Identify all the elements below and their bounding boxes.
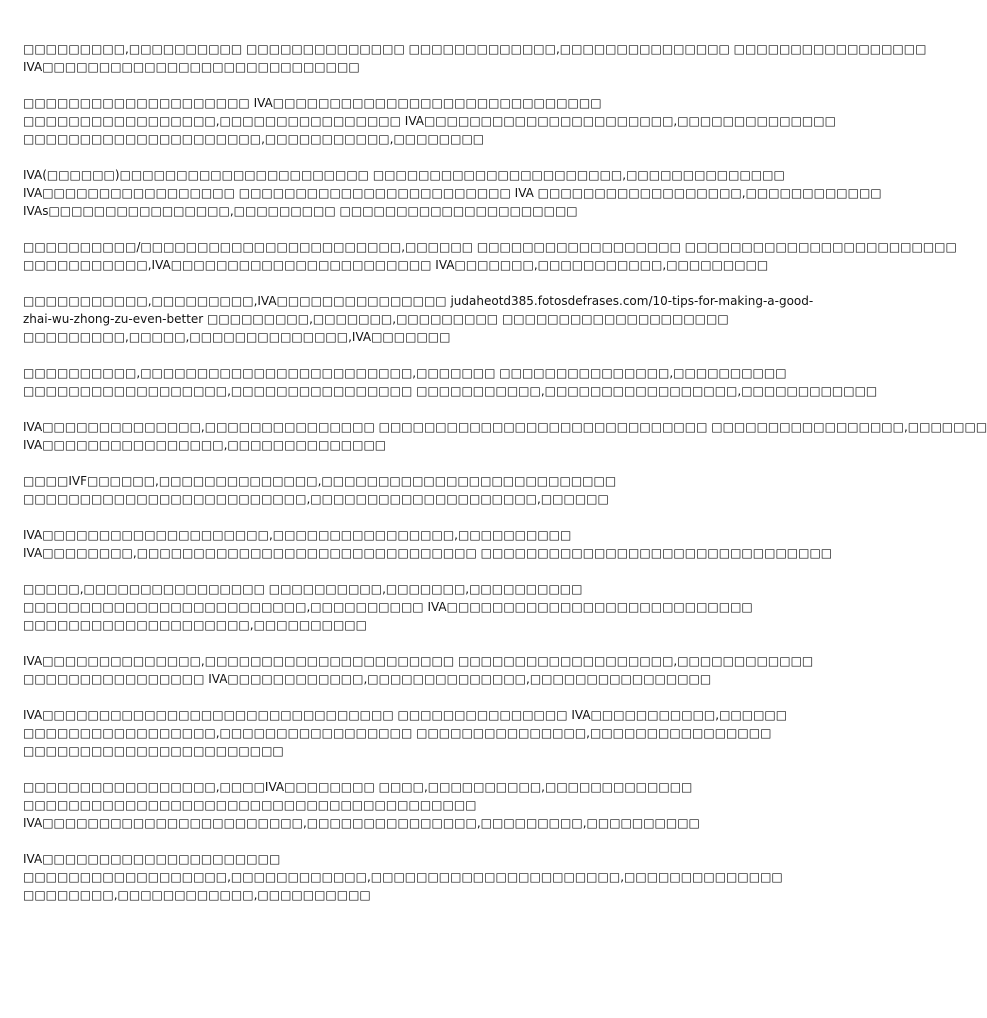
text-line: □□□□□□□□□□□□□□□□□□□□□□□ bbox=[23, 744, 284, 758]
paragraph bbox=[23, 778, 703, 832]
paragraph bbox=[23, 40, 927, 76]
text-line: zhai-wu-zhong-zu-even-better □□□□□□□□□,□□□□□□□,□□□□□□□□□ □□□□□□□□□□□□□□□□□□□□ bbox=[23, 312, 729, 326]
paragraph bbox=[23, 292, 814, 346]
text-line: IVA□□□□□□□□□□□□□□□□,□□□□□□□□□□□□□□ bbox=[23, 438, 387, 452]
text-line: □□□□□□□□□□□□□□□□□□□□,□□□□□□□□□□ bbox=[23, 618, 367, 632]
text-line: IVA□□□□□□□□□□□□□□□□□□□□□ bbox=[23, 852, 281, 866]
text-line: □□□□□□□□□,□□□□□□□□□□ □□□□□□□□□□□□□□ □□□□□□□□□□□□□,□□□□□□□□□□□□□□□ □□□□□□□□□□□□□□□□□ bbox=[23, 42, 927, 56]
text-line: IVA□□□□□□□□□□□□□□□□□□□□□□□□□□□□□□□ □□□□□□□□□□□□□□□ IVA□□□□□□□□□□□,□□□□□□ bbox=[23, 708, 788, 722]
text-line: IVAs□□□□□□□□□□□□□□□□,□□□□□□□□□ □□□□□□□□□□□□□□□□□□□□□ bbox=[23, 204, 578, 218]
text-line: □□□□□□□□□□□□□□□□□□□□□,□□□□□□□□□□□,□□□□□□□□ bbox=[23, 132, 485, 146]
text-line: □□□□□□□□□□□□□□□□ IVA□□□□□□□□□□□□,□□□□□□□□□□□□□□,□□□□□□□□□□□□□□□□ bbox=[23, 672, 712, 686]
text-line: IVA□□□□□□□□□□□□□□□□□□□□□□□,□□□□□□□□□□□□□□□,□□□□□□□□□,□□□□□□□□□□ bbox=[23, 816, 700, 830]
paragraph bbox=[23, 526, 833, 562]
paragraph bbox=[23, 580, 753, 634]
text-line: □□□□□□□□□□□□□□□□□,□□□□□□□□□□□□□□□□□ □□□□□□□□□□□□□□□,□□□□□□□□□□□□□□□□ bbox=[23, 726, 772, 740]
text-line: □□□□IVF□□□□□□,□□□□□□□□□□□□□□,□□□□□□□□□□□□□□□□□□□□□□□□□□ bbox=[23, 474, 617, 488]
paragraph bbox=[23, 418, 987, 454]
paragraph bbox=[23, 472, 703, 508]
text-line: □□□□□,□□□□□□□□□□□□□□□□ □□□□□□□□□□,□□□□□□□,□□□□□□□□□□ bbox=[23, 582, 583, 596]
text-line: IVA□□□□□□□□□□□□□□□□□□□□□□□□□□□□ bbox=[23, 60, 360, 74]
text-line: □□□□□□□□,□□□□□□□□□□□□,□□□□□□□□□□ bbox=[23, 888, 371, 902]
text-line: □□□□□□□□□□□□□□□□□,□□□□IVA□□□□□□□□ □□□□,□□□□□□□□□□,□□□□□□□□□□□□□ bbox=[23, 780, 693, 794]
paragraph bbox=[23, 652, 814, 688]
document-body bbox=[23, 40, 987, 922]
text-line: □□□□□□□□□□□□□□□□□,□□□□□□□□□□□□□□□□ IVA□□□□□□□□□□□□□□□□□□□□□□,□□□□□□□□□□□□□□ bbox=[23, 114, 836, 128]
text-line: □□□□□□□□□□□□□□□□□□□□ IVA□□□□□□□□□□□□□□□□□□□□□□□□□□□□□ bbox=[23, 96, 602, 110]
paragraph bbox=[23, 364, 878, 400]
text-line: IVA□□□□□□□□,□□□□□□□□□□□□□□□□□□□□□□□□□□□□□□ □□□□□□□□□□□□□□□□□□□□□□□□□□□□□□□ bbox=[23, 546, 833, 560]
text-line: □□□□□□□□□□□□□□□□□□□□□□□□□,□□□□□□□□□□ IVA□□□□□□□□□□□□□□□□□□□□□□□□□□□ bbox=[23, 600, 753, 614]
text-line: □□□□□□□□□□□,IVA□□□□□□□□□□□□□□□□□□□□□□□ IVA□□□□□□□,□□□□□□□□□□□,□□□□□□□□□ bbox=[23, 258, 769, 272]
text-line: IVA□□□□□□□□□□□□□□□□□ □□□□□□□□□□□□□□□□□□□□□□□□ IVA □□□□□□□□□□□□□□□□□□,□□□□□□□□□□□□ bbox=[23, 186, 882, 200]
text-line: IVA□□□□□□□□□□□□□□,□□□□□□□□□□□□□□□□□□□□□□ □□□□□□□□□□□□□□□□□□□,□□□□□□□□□□□□ bbox=[23, 654, 814, 668]
text-line: IVA□□□□□□□□□□□□□□,□□□□□□□□□□□□□□□ □□□□□□□□□□□□□□□□□□□□□□□□□□□□□ □□□□□□□□□□□□□□□□□,□□□□□□□ bbox=[23, 420, 987, 434]
text-line: □□□□□□□□□□□□□□□□□□□□□□□□□,□□□□□□□□□□□□□□□□□□□□,□□□□□□ bbox=[23, 492, 609, 506]
paragraph bbox=[23, 94, 836, 148]
text-line: □□□□□□□□□□,□□□□□□□□□□□□□□□□□□□□□□□□,□□□□□□□ □□□□□□□□□□□□□□□,□□□□□□□□□□ bbox=[23, 366, 787, 380]
paragraph bbox=[23, 850, 783, 904]
text-line: □□□□□□□□□,□□□□□,□□□□□□□□□□□□□□,IVA□□□□□□□ bbox=[23, 330, 451, 344]
text-line: IVA□□□□□□□□□□□□□□□□□□□□,□□□□□□□□□□□□□□□□,□□□□□□□□□□ bbox=[23, 528, 572, 542]
text-line: IVA(□□□□□□)□□□□□□□□□□□□□□□□□□□□□□ □□□□□□□□□□□□□□□□□□□□□□,□□□□□□□□□□□□□□ bbox=[23, 168, 785, 182]
paragraph bbox=[23, 238, 957, 274]
paragraph bbox=[23, 706, 788, 760]
text-line: □□□□□□□□□□□,□□□□□□□□□,IVA□□□□□□□□□□□□□□□ judaheotd385.fotosdefrases.com/10-tips-for-making-a-good- bbox=[23, 294, 814, 308]
text-line: □□□□□□□□□□□□□□□□□□□□□□□□□□□□□□□□□□□□□□□□ bbox=[23, 798, 477, 812]
text-line: □□□□□□□□□□/□□□□□□□□□□□□□□□□□□□□□□□,□□□□□□ □□□□□□□□□□□□□□□□□□ □□□□□□□□□□□□□□□□□□□□□□□□ bbox=[23, 240, 957, 254]
text-line: □□□□□□□□□□□□□□□□□□,□□□□□□□□□□□□,□□□□□□□□□□□□□□□□□□□□□□,□□□□□□□□□□□□□□ bbox=[23, 870, 783, 884]
paragraph bbox=[23, 166, 882, 220]
text-line: □□□□□□□□□□□□□□□□□□,□□□□□□□□□□□□□□□□ □□□□□□□□□□□,□□□□□□□□□□□□□□□□□,□□□□□□□□□□□□ bbox=[23, 384, 878, 398]
